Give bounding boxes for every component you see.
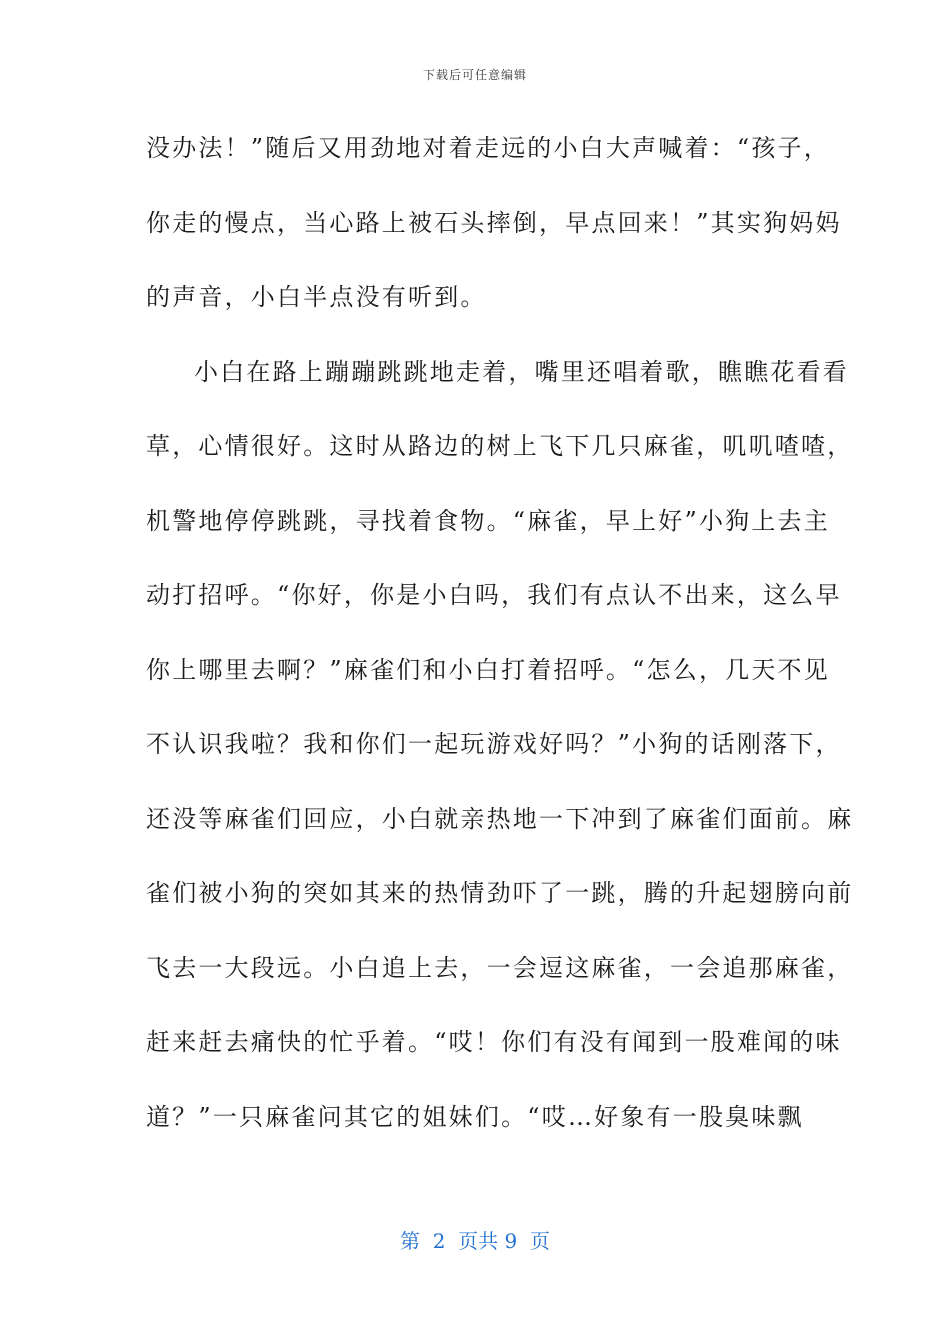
- text-line-8: 你上哪里去啊？”麻雀们和小白打着招呼。“怎么，几天不见: [146, 655, 830, 684]
- document-body: [146, 124, 854, 1167]
- text-line-6: 机警地停停跳跳，寻找着食物。“麻雀，早上好”小狗上去主: [146, 506, 830, 535]
- page-header: 下载后可任意编辑: [422, 68, 527, 82]
- text-line-2: 你走的慢点，当心路上被石头摔倒，早点回来！”其实狗妈妈: [146, 208, 842, 237]
- text-line-13: 赶来赶去痛快的忙乎着。“哎！你们有没有闻到一股难闻的味: [146, 1028, 842, 1056]
- text-line-12: 飞去一大段远。小白追上去，一会逗这麻雀，一会追那麻雀，: [146, 953, 854, 982]
- text-line-10: 还没等麻雀们回应，小白就亲热地一下冲到了麻雀们面前。麻: [146, 804, 854, 833]
- text-line-1: 没办法！”随后又用劲地对着走远的小白大声喊着：“孩子，: [146, 134, 830, 162]
- text-line-4: 小白在路上蹦蹦跳跳地走着，嘴里还唱着歌，瞧瞧花看看: [194, 357, 849, 386]
- text-line-3: 的声音，小白半点没有听到。: [146, 283, 487, 311]
- text-line-5: 草，心情很好。这时从路边的树上飞下几只麻雀，叽叽喳喳，: [146, 432, 854, 460]
- text-line-9: 不认识我啦？我和你们一起玩游戏好吗？”小狗的话刚落下，: [146, 730, 842, 758]
- page-number: 第 2 页共 9 页: [400, 1229, 550, 1253]
- text-line-7: 动打招呼。“你好，你是小白吗，我们有点认不出来，这么早: [146, 581, 842, 609]
- text-line-11: 雀们被小狗的突如其来的热情劲吓了一跳，腾的升起翅膀向前: [146, 879, 854, 907]
- text-line-14: 道？”一只麻雀问其它的姐妹们。“哎…好象有一股臭味飘: [146, 1102, 804, 1131]
